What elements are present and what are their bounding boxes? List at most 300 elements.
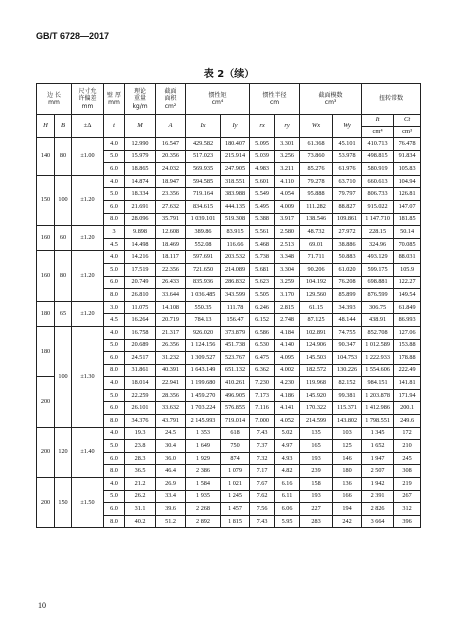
table-cell: 24.032 (156, 163, 186, 176)
table-cell: 31.861 (125, 364, 156, 377)
table-row (37, 251, 421, 264)
cell-tolerance: ±1.20 (72, 301, 104, 326)
table-row (37, 138, 421, 151)
table-cell: 1 412.986 (362, 402, 394, 415)
table-cell: 1 643.149 (186, 364, 221, 377)
table-cell: 1 039.101 (186, 213, 221, 226)
table-cell: 143.802 (333, 415, 362, 428)
table-cell: 721.650 (186, 263, 221, 276)
table-cell: 125 (333, 440, 362, 453)
table-cell: 306.75 (362, 301, 394, 314)
cell-tolerance: ±1.50 (72, 478, 104, 528)
cell-H: 200 (37, 427, 55, 477)
table-cell: 86.993 (394, 314, 421, 327)
table-cell: 149.54 (394, 289, 421, 302)
table-cell: 214.599 (300, 415, 333, 428)
table-cell: 4.0 (104, 478, 125, 491)
cell-B: 100 (55, 326, 72, 427)
table-cell: 27.632 (156, 200, 186, 213)
table-cell: 12.608 (156, 226, 186, 239)
table-cell: 20.749 (125, 276, 156, 289)
table-cell: 239 (300, 465, 333, 478)
table-body (37, 138, 421, 528)
table-cell: 312 (394, 503, 421, 516)
table-cell: 79.797 (333, 188, 362, 201)
table-cell: 26.2 (125, 490, 156, 503)
table-cell: 7.173 (250, 389, 275, 402)
table-cell: 2 268 (186, 503, 221, 516)
table-cell: 429.582 (186, 138, 221, 151)
table-cell: 3 664 (362, 515, 394, 528)
table-cell: 87.125 (300, 314, 333, 327)
table-cell: 26.356 (156, 339, 186, 352)
table-cell: 523.767 (221, 352, 250, 365)
cell-B: 100 (55, 175, 72, 225)
table-cell: 193 (300, 490, 333, 503)
table-cell: 2 145.993 (186, 415, 221, 428)
table-cell: 1 199.680 (186, 377, 221, 390)
table-cell: 8.0 (104, 364, 125, 377)
cell-B: 65 (55, 301, 72, 326)
table-cell: 6.586 (250, 326, 275, 339)
table-cell: 3.0 (104, 301, 125, 314)
table-cell: 5.388 (250, 213, 275, 226)
table-cell: 12.990 (125, 138, 156, 151)
table-cell: 1 798.551 (362, 415, 394, 428)
table-cell: 5.0 (104, 263, 125, 276)
table-cell: 4.002 (275, 364, 300, 377)
table-cell: 1 147.710 (362, 213, 394, 226)
cell-tolerance: ±1.20 (72, 175, 104, 225)
table-cell: 74.755 (333, 326, 362, 339)
table-cell: 552.08 (186, 238, 221, 251)
table-cell: 90.347 (333, 339, 362, 352)
table-cell: 343.599 (221, 289, 250, 302)
table-cell: 1 703.224 (186, 402, 221, 415)
table-cell: 3.259 (275, 276, 300, 289)
table-cell: 21.691 (125, 200, 156, 213)
table-cell: 6.0 (104, 452, 125, 465)
table-cell: 119.968 (300, 377, 333, 390)
table-cell: 34.376 (125, 415, 156, 428)
table-cell: 53.978 (333, 150, 362, 163)
table-cell: 308 (394, 465, 421, 478)
table-cell: 7.43 (250, 515, 275, 528)
table-cell: 40.2 (125, 515, 156, 528)
table-cell: 30.4 (156, 440, 186, 453)
table-cell: 267 (394, 490, 421, 503)
table-cell: 63.710 (333, 175, 362, 188)
table-cell: 4.052 (275, 415, 300, 428)
table-cell: 27.972 (333, 226, 362, 239)
cell-tolerance: ±1.40 (72, 427, 104, 477)
table-cell: 569.935 (186, 163, 221, 176)
sym-A: A (156, 115, 186, 138)
table-cell: 1 649 (186, 440, 221, 453)
table-cell: 85.899 (333, 289, 362, 302)
table-cell: 4.93 (275, 452, 300, 465)
table-cell: 23.8 (125, 440, 156, 453)
table-cell: 111.282 (300, 200, 333, 213)
table-cell: 410.261 (221, 377, 250, 390)
table-cell: 4.0 (104, 427, 125, 440)
table-cell: 50.883 (333, 251, 362, 264)
table-cell: 105.83 (394, 163, 421, 176)
table-cell: 5.495 (250, 200, 275, 213)
table-cell: 1 929 (186, 452, 221, 465)
table-cell: 136 (333, 478, 362, 491)
table-cell: 15.979 (125, 150, 156, 163)
table-cell: 286.832 (221, 276, 250, 289)
table-cell: 200.1 (394, 402, 421, 415)
table-cell: 7.17 (250, 465, 275, 478)
header-theoretical-weight: 理论 重量 kg/m (125, 84, 156, 115)
table-cell: 4.184 (275, 326, 300, 339)
table-cell: 26.9 (156, 478, 186, 491)
table-cell: 21.2 (125, 478, 156, 491)
table-cell: 8.0 (104, 515, 125, 528)
table-cell: 178.88 (394, 352, 421, 365)
table-cell: 6.530 (250, 339, 275, 352)
cell-H: 200 (37, 478, 55, 528)
table-cell: 5.549 (250, 188, 275, 201)
table-cell: 141.81 (394, 377, 421, 390)
table-cell: 597.691 (186, 251, 221, 264)
table-cell: 172 (394, 427, 421, 440)
table-cell: 104.192 (300, 276, 333, 289)
header-row-labels (37, 84, 421, 115)
table-cell: 1 554.606 (362, 364, 394, 377)
table-cell: 444.135 (221, 200, 250, 213)
table-cell: 4.054 (275, 188, 300, 201)
table-cell: 19.3 (125, 427, 156, 440)
table-cell: 926.020 (186, 326, 221, 339)
table-cell: 48.144 (333, 314, 362, 327)
table-cell: 90.206 (300, 263, 333, 276)
table-cell: 1 652 (362, 440, 394, 453)
table-cell: 496.905 (221, 389, 250, 402)
cell-tolerance: ±1.30 (72, 326, 104, 427)
table-cell: 599.175 (362, 263, 394, 276)
table-cell: 182.572 (300, 364, 333, 377)
table-row (37, 301, 421, 314)
header-moment-of-inertia: 惯性矩 cm⁴ (186, 84, 250, 115)
table-cell: 61.020 (333, 263, 362, 276)
table-cell: 2 391 (362, 490, 394, 503)
table-cell: 5.0 (104, 150, 125, 163)
table-cell: 135 (300, 427, 333, 440)
table-cell: 6.0 (104, 402, 125, 415)
table-cell: 5.0 (104, 339, 125, 352)
table-cell: 14.874 (125, 175, 156, 188)
table-cell: 7.67 (250, 478, 275, 491)
table-cell: 651.132 (221, 364, 250, 377)
table-cell: 18.469 (156, 238, 186, 251)
table-cell: 79.278 (300, 175, 333, 188)
table-cell: 247.905 (221, 163, 250, 176)
table-cell: 1 584 (186, 478, 221, 491)
table-cell: 219 (394, 478, 421, 491)
table-cell: 33.632 (156, 402, 186, 415)
table-cell: 6.16 (275, 478, 300, 491)
header-wall-thickness: 壁 厚 mm (104, 84, 125, 115)
sym-M: M (125, 115, 156, 138)
table-cell: 1 345 (362, 427, 394, 440)
sym-It: It cm⁴ (362, 115, 394, 138)
table-cell: 166 (333, 490, 362, 503)
table-cell: 18.117 (156, 251, 186, 264)
table-cell: 698.881 (362, 276, 394, 289)
table-cell: 85.276 (300, 163, 333, 176)
table-cell: 719.164 (186, 188, 221, 201)
table-cell: 8.0 (104, 465, 125, 478)
table-cell: 61.976 (333, 163, 362, 176)
table-cell: 6.246 (250, 301, 275, 314)
table-cell: 194 (333, 503, 362, 516)
table-cell: 3.304 (275, 263, 300, 276)
table-cell: 214.089 (221, 263, 250, 276)
table-cell: 210 (394, 440, 421, 453)
table-cell: 28.356 (156, 389, 186, 402)
table-cell: 4.82 (275, 465, 300, 478)
table-cell: 5.02 (275, 427, 300, 440)
table-cell: 493.129 (362, 251, 394, 264)
table-cell: 116.66 (221, 238, 250, 251)
table-cell: 3.917 (275, 213, 300, 226)
table-cell: 91.834 (394, 150, 421, 163)
table-cell: 5.468 (250, 238, 275, 251)
table-cell: 109.861 (333, 213, 362, 226)
cell-B: 60 (55, 226, 72, 251)
cell-H: 180 (37, 301, 55, 326)
table-cell: 852.708 (362, 326, 394, 339)
table-cell: 171.94 (394, 389, 421, 402)
table-cell: 498.815 (362, 150, 394, 163)
table-cell: 5.0 (104, 389, 125, 402)
cell-B: 150 (55, 478, 72, 528)
table-cell: 318.551 (221, 175, 250, 188)
table-cell: 102.891 (300, 326, 333, 339)
header-side-length: 边 长 mm (37, 84, 72, 115)
cell-H: 200 (37, 377, 55, 427)
table-cell: 410.713 (362, 138, 394, 151)
table-cell: 5.0 (104, 490, 125, 503)
table-cell: 5.681 (250, 263, 275, 276)
table-cell: 76.208 (333, 276, 362, 289)
table-cell: 4.0 (104, 175, 125, 188)
table-cell: 5.505 (250, 289, 275, 302)
header-torsion-constant: 扭转常数 (362, 84, 421, 115)
table-cell: 4.5 (104, 238, 125, 251)
table-cell: 46.4 (156, 465, 186, 478)
table-cell: 3.301 (275, 138, 300, 151)
table-cell: 158 (300, 478, 333, 491)
sym-ry: ry (275, 115, 300, 138)
table-cell: 26.810 (125, 289, 156, 302)
cell-H: 150 (37, 175, 55, 225)
table-cell: 3.348 (275, 251, 300, 264)
table-cell: 18.947 (156, 175, 186, 188)
table-cell: 517.023 (186, 150, 221, 163)
table-cell: 876.599 (362, 289, 394, 302)
sym-B: B (55, 115, 72, 138)
table-cell: 61.849 (394, 301, 421, 314)
table-cell: 103 (333, 427, 362, 440)
table-cell: 83.915 (221, 226, 250, 239)
sym-t: t (104, 115, 125, 138)
table-cell: 4.0 (104, 377, 125, 390)
table-cell: 784.13 (186, 314, 221, 327)
table-cell: 14.108 (156, 301, 186, 314)
table-cell: 147.07 (394, 200, 421, 213)
table-cell: 31.1 (125, 503, 156, 516)
table-cell: 28.3 (125, 452, 156, 465)
table-cell: 31.232 (156, 352, 186, 365)
table-cell: 104.753 (333, 352, 362, 365)
table-cell: 984.151 (362, 377, 394, 390)
table-cell: 21.317 (156, 326, 186, 339)
table-cell: 8.0 (104, 213, 125, 226)
table-cell: 38.886 (333, 238, 362, 251)
table-cell: 180 (333, 465, 362, 478)
table-cell: 2.748 (275, 314, 300, 327)
table-cell: 71.711 (300, 251, 333, 264)
table-cell: 1 309.527 (186, 352, 221, 365)
table-cell: 1 457 (221, 503, 250, 516)
table-cell: 5.561 (250, 226, 275, 239)
table-cell: 2 892 (186, 515, 221, 528)
table-cell: 4.97 (275, 440, 300, 453)
table-row (37, 226, 421, 239)
table-cell: 2.815 (275, 301, 300, 314)
table-cell: 26.433 (156, 276, 186, 289)
table-title: 表 2（续） (203, 69, 255, 80)
table-cell: 550.35 (186, 301, 221, 314)
table-cell: 4.009 (275, 200, 300, 213)
table-cell: 165 (300, 440, 333, 453)
table-cell: 1 353 (186, 427, 221, 440)
table-cell: 1 942 (362, 478, 394, 491)
table-cell: 193 (300, 452, 333, 465)
header-tolerance: 尺寸允 许偏差 mm (72, 84, 104, 115)
table-cell: 4.5 (104, 314, 125, 327)
table-cell: 1 935 (186, 490, 221, 503)
table-cell: 383.988 (221, 188, 250, 201)
header-section-area: 截面 面积 cm² (156, 84, 186, 115)
table-cell: 1 036.485 (186, 289, 221, 302)
table-cell: 4.983 (250, 163, 275, 176)
table-cell: 7.43 (250, 427, 275, 440)
table-cell: 111.78 (221, 301, 250, 314)
table-cell: 45.101 (333, 138, 362, 151)
table-cell: 61.15 (300, 301, 333, 314)
table-cell: 35.791 (156, 213, 186, 226)
table-cell: 23.356 (156, 188, 186, 201)
table-cell: 115.371 (333, 402, 362, 415)
table-cell: 7.230 (250, 377, 275, 390)
cell-tolerance: ±1.20 (72, 226, 104, 251)
table-cell: 389.86 (186, 226, 221, 239)
table-cell: 5.623 (250, 276, 275, 289)
table-cell: 1 012.589 (362, 339, 394, 352)
table-cell: 1 021 (221, 478, 250, 491)
table-cell: 227 (300, 503, 333, 516)
table-cell: 750 (221, 440, 250, 453)
table-cell: 124.906 (300, 339, 333, 352)
table-cell: 28.096 (125, 213, 156, 226)
table-cell: 4.186 (275, 389, 300, 402)
table-cell: 88.031 (394, 251, 421, 264)
table-cell: 61.368 (300, 138, 333, 151)
table-cell: 130.226 (333, 364, 362, 377)
cell-H: 160 (37, 251, 55, 301)
table-cell: 20.719 (156, 314, 186, 327)
table-cell: 5.039 (250, 150, 275, 163)
sym-rx: rx (250, 115, 275, 138)
table-cell: 18.865 (125, 163, 156, 176)
sym-tolerance: ±Δ (72, 115, 104, 138)
table-cell: 1 815 (221, 515, 250, 528)
table-cell: 1 245 (221, 490, 250, 503)
table-cell: 76.478 (394, 138, 421, 151)
cell-B: 80 (55, 138, 72, 176)
table-cell: 5.738 (250, 251, 275, 264)
sym-Iy: Iy (221, 115, 250, 138)
table-cell: 4.230 (275, 377, 300, 390)
table-cell: 915.022 (362, 200, 394, 213)
table-cell: 7.116 (250, 402, 275, 415)
table-cell: 9.898 (125, 226, 156, 239)
table-cell: 129.560 (300, 289, 333, 302)
table-cell: 6.362 (250, 364, 275, 377)
table-cell: 156.47 (221, 314, 250, 327)
cell-H: 140 (37, 138, 55, 176)
table-cell: 2.513 (275, 238, 300, 251)
table-cell: 438.91 (362, 314, 394, 327)
table-cell: 39.6 (156, 503, 186, 516)
table-cell: 3.170 (275, 289, 300, 302)
table-cell: 6.475 (250, 352, 275, 365)
table-cell: 33.4 (156, 490, 186, 503)
table-cell: 88.827 (333, 200, 362, 213)
table-cell: 7.37 (250, 440, 275, 453)
table-cell: 4.0 (104, 251, 125, 264)
table-cell: 70.085 (394, 238, 421, 251)
table-cell: 22.941 (156, 377, 186, 390)
table-cell: 4.0 (104, 326, 125, 339)
table-cell: 7.32 (250, 452, 275, 465)
table-cell: 40.391 (156, 364, 186, 377)
table-cell: 203.532 (221, 251, 250, 264)
table-cell: 51.2 (156, 515, 186, 528)
table-cell: 1 124.156 (186, 339, 221, 352)
table-cell: 2 826 (362, 503, 394, 516)
table-cell: 228.15 (362, 226, 394, 239)
table-cell: 6.0 (104, 200, 125, 213)
table-cell: 834.615 (186, 200, 221, 213)
header-row-symbols (37, 115, 421, 138)
table-cell: 3.256 (275, 150, 300, 163)
table-cell: 17.519 (125, 263, 156, 276)
table-cell: 1 079 (221, 465, 250, 478)
table-cell: 4.0 (104, 138, 125, 151)
table-cell: 5.0 (104, 188, 125, 201)
table-cell: 126.81 (394, 188, 421, 201)
section-properties-table (36, 83, 421, 528)
table-cell: 14.498 (125, 238, 156, 251)
table-cell: 594.585 (186, 175, 221, 188)
table-cell: 16.758 (125, 326, 156, 339)
